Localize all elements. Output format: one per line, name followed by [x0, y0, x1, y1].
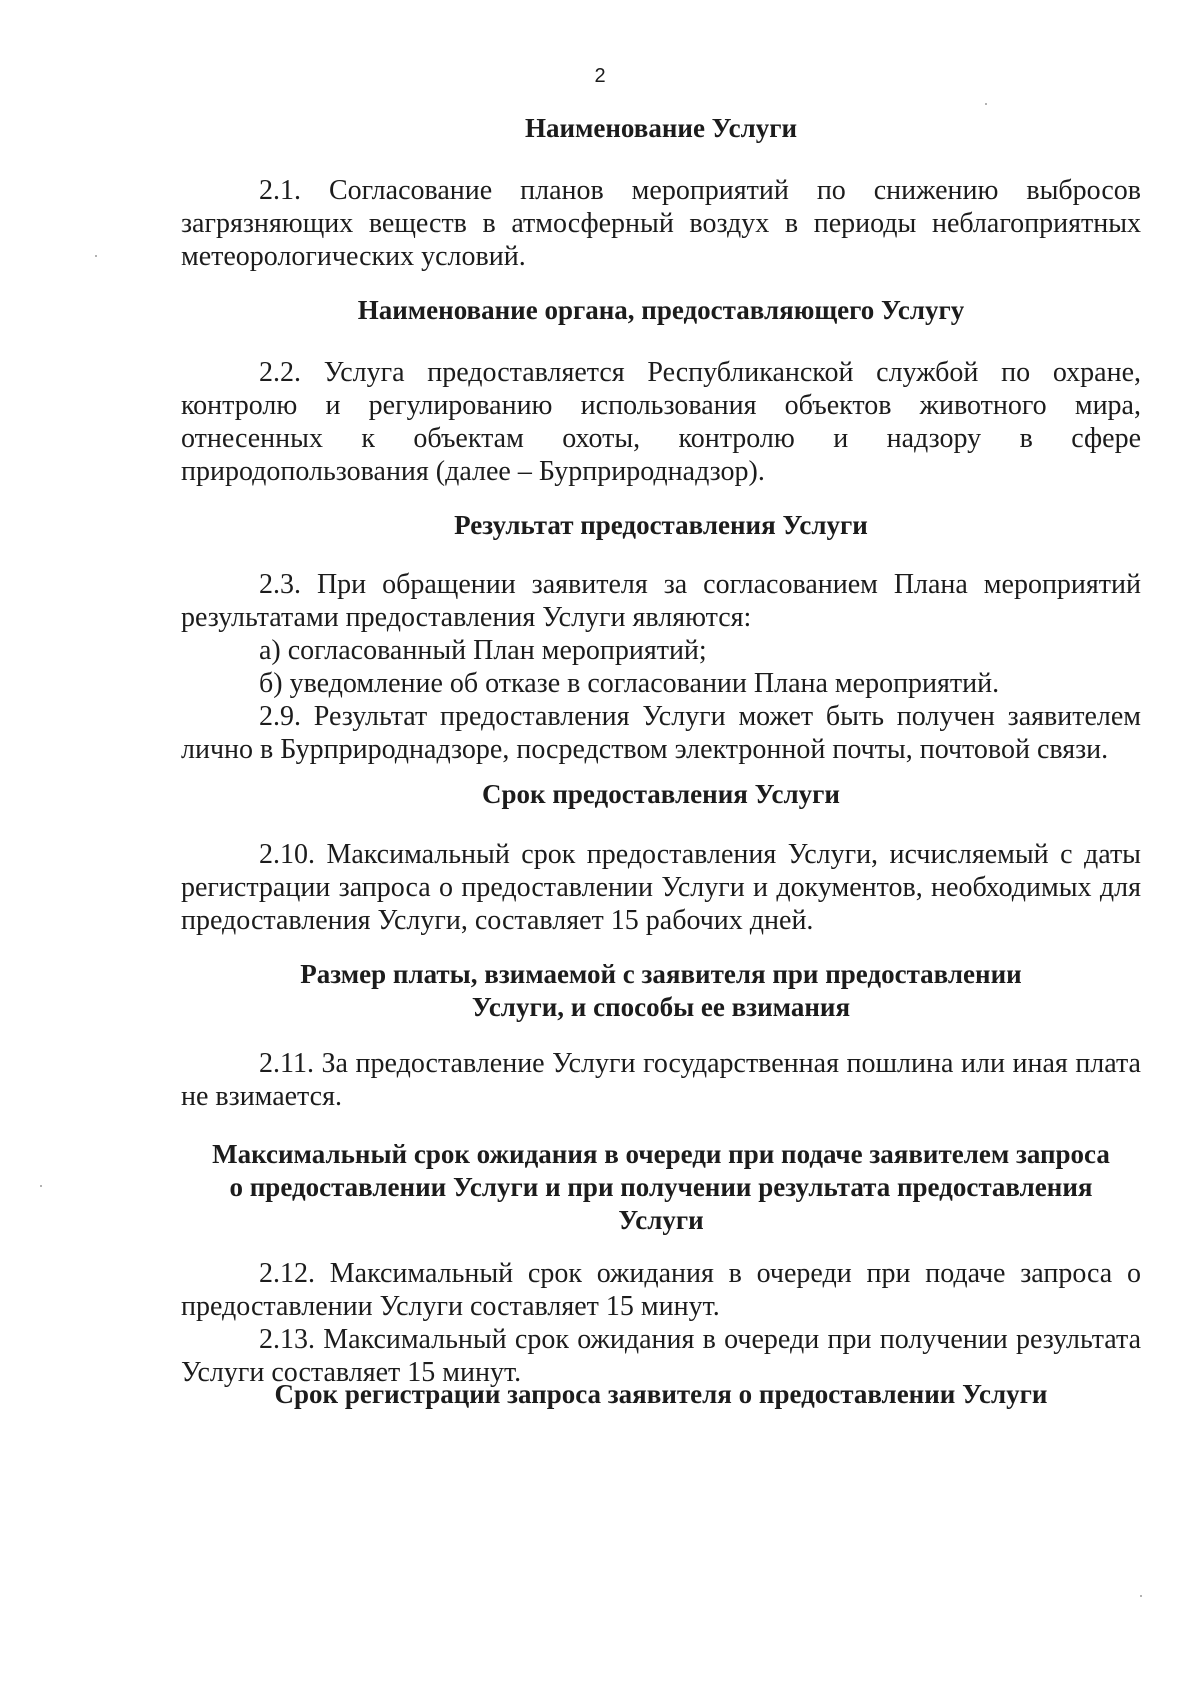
paragraph-2-13: 2.13. Максимальный срок ожидания в очереди при получении результата Услуги составляет 15 минут. — [181, 1324, 1141, 1388]
section-heading-service-name: Наименование Услуги — [524, 113, 798, 143]
section-heading-service-term: Срок предоставления Услуги — [482, 779, 840, 809]
section-body-queue-waiting-time — [181, 1257, 1141, 1389]
paragraph-2-11: 2.11. За предоставление Услуги государственная пошлина или иная плата не взимается. — [181, 1048, 1141, 1112]
scan-speck — [40, 1185, 42, 1187]
list-item-b: б) уведомление об отказе в согласовании Плана мероприятий. — [259, 668, 1000, 699]
paragraph-2-10: 2.10. Максимальный срок предоставления Услуги, исчисляемый с даты регистрации запроса о предоставлении Услуги и документов, необходимых для предоставления Услуги, составляет 15 рабочих дней. — [181, 839, 1141, 936]
section-body-providing-authority — [181, 356, 1141, 488]
page-number: 2 — [594, 65, 606, 87]
scan-speck — [985, 103, 987, 105]
paragraph-2-3: 2.3. При обращении заявителя за согласованием Плана мероприятий результатами предоставления Услуги являются: — [181, 569, 1141, 633]
section-heading-providing-authority: Наименование органа, предоставляющего Услугу — [357, 295, 965, 325]
scan-speck — [1140, 1595, 1142, 1597]
section-body-service-term — [181, 838, 1141, 937]
section-body-fee — [181, 1047, 1141, 1113]
paragraph-2-9: 2.9. Результат предоставления Услуги может быть получен заявителем лично в Бурприроднадзоре, посредством электронной почты, почтовой связи. — [181, 701, 1141, 765]
section-heading-fee: Размер платы, взимаемой с заявителя при предоставлении Услуги, и способы ее взимания — [300, 959, 1022, 1022]
list-item-a: а) согласованный План мероприятий; — [259, 635, 707, 666]
section-heading-queue-waiting-time: Максимальный срок ожидания в очереди при подаче заявителем запроса о предоставлении Услуги и при получении результата предоставления Услуги — [212, 1139, 1110, 1235]
scan-speck — [95, 255, 97, 257]
paragraph-2-12: 2.12. Максимальный срок ожидания в очереди при подаче запроса о предоставлении Услуги составляет 15 минут. — [181, 1258, 1141, 1322]
section-body-service-result — [181, 568, 1141, 766]
section-heading-service-result: Результат предоставления Услуги — [454, 510, 868, 540]
section-body-service-name — [181, 174, 1141, 273]
paragraph-2-1: 2.1. Согласование планов мероприятий по снижению выбросов загрязняющих веществ в атмосферный воздух в периоды неблагоприятных метеорологических условий. — [181, 175, 1141, 272]
section-heading-registration-term: Срок регистрации запроса заявителя о предоставлении Услуги — [274, 1379, 1048, 1409]
paragraph-2-2: 2.2. Услуга предоставляется Республиканской службой по охране, контролю и регулированию использования объектов животного мира, отнесенных к объектам охоты, контролю и надзору в сфере природопользования (далее – Бурприроднадзор). — [181, 357, 1141, 487]
